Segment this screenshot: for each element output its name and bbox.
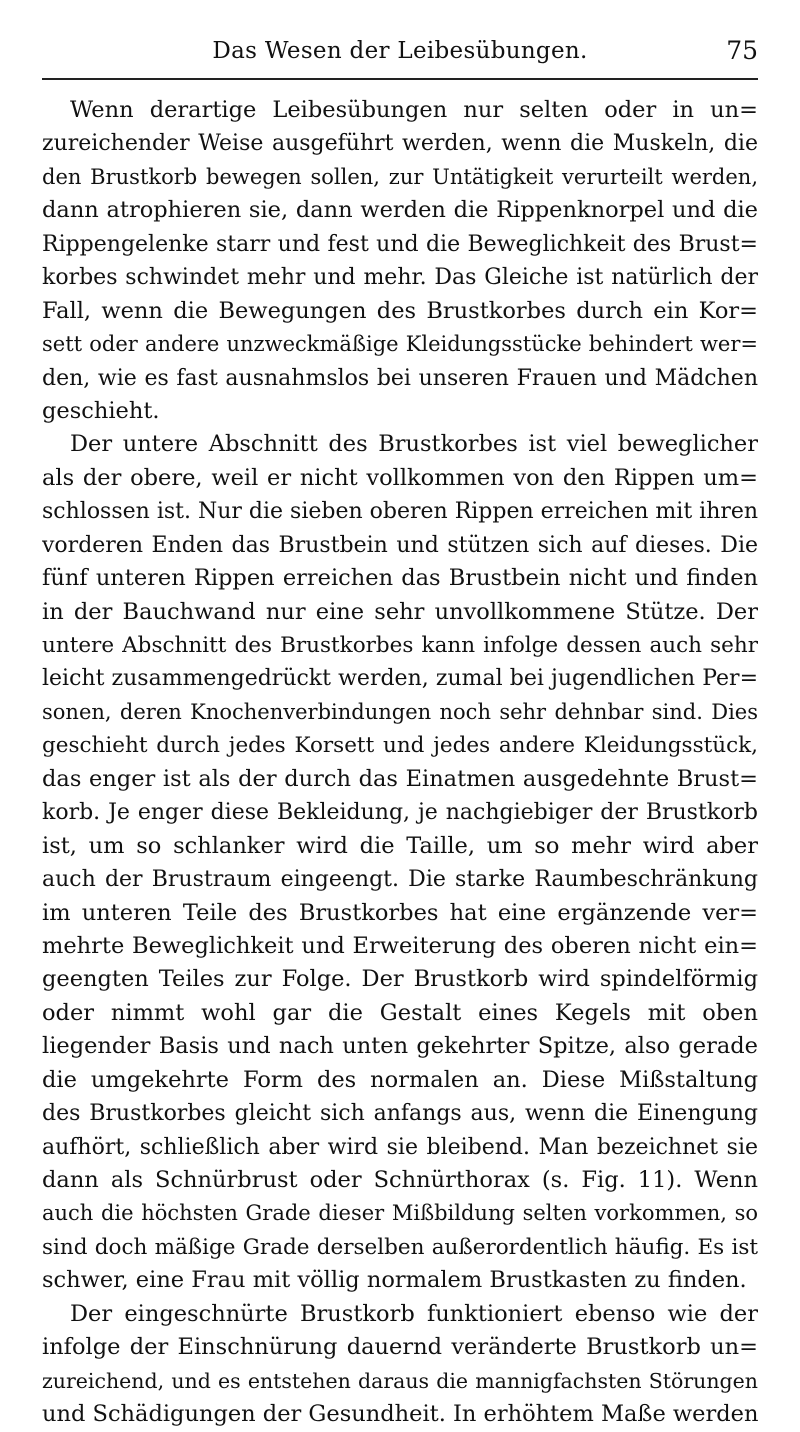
text-line: das enger ist als der durch das Einatmen ausgedehnte Brust=	[42, 765, 758, 792]
text-line: Der untere Abschnitt des Brustkorbes ist viel beweglicher	[70, 431, 758, 458]
text-line: sett oder andere unzweckmäßige Kleidungsstücke behindert wer=	[42, 332, 758, 357]
text-line: geschieht.	[42, 397, 160, 424]
text-line: geengten Teiles zur Folge. Der Brustkorb wird spindelförmig	[42, 966, 758, 993]
text-line: korbes schwindet mehr und mehr. Das Gleiche ist natürlich der	[42, 265, 758, 291]
text-line: zureichender Weise ausgeführt werden, wenn die Muskeln, die	[42, 131, 758, 157]
body-text	[42, 94, 758, 1432]
text-line: Der eingeschnürte Brustkorb funktioniert ebenso wie der	[70, 1300, 758, 1327]
text-line: in der Bauchwand nur eine sehr unvollkommene Stütze. Der	[42, 598, 758, 625]
text-line: fünf unteren Rippen erreichen das Brustbein nicht und finden	[42, 565, 758, 592]
text-line: des Brustkorbes gleicht sich anfangs aus, wenn die Einengung	[42, 1101, 758, 1127]
text-line: auch die höchsten Grade dieser Mißbildung selten vorkommen, so	[42, 1201, 758, 1226]
text-line: aufhört, schließlich aber wird sie bleibend. Man bezeichnet sie	[42, 1134, 758, 1160]
page-number: 75	[726, 36, 758, 65]
text-line: zureichend, und es entstehen daraus die mannigfachsten Störungen	[42, 1368, 758, 1393]
text-line: oder nimmt wohl gar die Gestalt eines Kegels mit oben	[42, 999, 758, 1026]
text-line: mehrte Beweglichkeit und Erweiterung des oberen nicht ein=	[42, 932, 758, 959]
text-line: den, wie es fast ausnahmslos bei unseren Frauen und Mädchen	[42, 365, 758, 391]
text-line: sind doch mäßige Grade derselben außerordentlich häufig. Es ist	[42, 1234, 758, 1260]
text-line: infolge der Einschnürung dauernd veränderte Brustkorb un=	[42, 1334, 758, 1361]
text-line: untere Abschnitt des Brustkorbes kann infolge dessen auch sehr	[42, 633, 758, 658]
text-line: korb. Je enger diese Bekleidung, je nachgiebiger der Brustkorb	[42, 800, 758, 826]
text-line: vorderen Enden das Brustbein und stützen sich auf dieses. Die	[42, 532, 758, 558]
header-rule	[42, 78, 758, 80]
text-line: schlossen ist. Nur die sieben oberen Rippen erreichen mit ihren	[42, 499, 758, 525]
text-line: liegender Basis und nach unten gekehrter Spitze, also gerade	[42, 1033, 758, 1060]
text-line: als der obere, weil er nicht vollkommen von den Rippen um=	[42, 464, 758, 491]
text-line: ist, um so schlanker wird die Taille, um so mehr wird aber	[42, 832, 758, 859]
text-line: dann als Schnürbrust oder Schnürthorax (s. Fig. 11). Wenn	[42, 1167, 758, 1193]
text-line: geschieht durch jedes Korsett und jedes andere Kleidungsstück,	[42, 733, 758, 759]
text-line: und Schädigungen der Gesundheit. In erhöhtem Maße werden	[42, 1401, 758, 1428]
text-line: dann atrophieren sie, dann werden die Rippenknorpel und die	[42, 197, 758, 224]
text-line: die umgekehrte Form des normalen an. Diese Mißstaltung	[42, 1066, 758, 1093]
running-header	[42, 36, 758, 70]
running-title: Das Wesen der Leibesübungen.	[212, 38, 588, 64]
text-line: Rippengelenke starr und fest und die Beweglichkeit des Brust=	[42, 231, 758, 257]
text-line: im unteren Teile des Brustkorbes hat eine ergänzende ver=	[42, 899, 758, 926]
text-line: schwer, eine Frau mit völlig normalem Brustkasten zu finden.	[42, 1267, 747, 1294]
text-line: Fall, wenn die Bewegungen des Brustkorbes durch ein Kor=	[42, 297, 758, 324]
text-line: sonen, deren Knochenverbindungen noch sehr dehnbar sind. Dies	[42, 699, 758, 724]
text-line: leicht zusammengedrückt werden, zumal bei jugendlichen Per=	[42, 666, 758, 692]
text-line: Wenn derartige Leibesübungen nur selten oder in un=	[70, 97, 758, 123]
text-line: den Brustkorb bewegen sollen, zur Untätigkeit verurteilt werden,	[42, 164, 758, 189]
text-line: auch der Brustraum eingeengt. Die starke Raumbeschränkung	[42, 867, 758, 893]
